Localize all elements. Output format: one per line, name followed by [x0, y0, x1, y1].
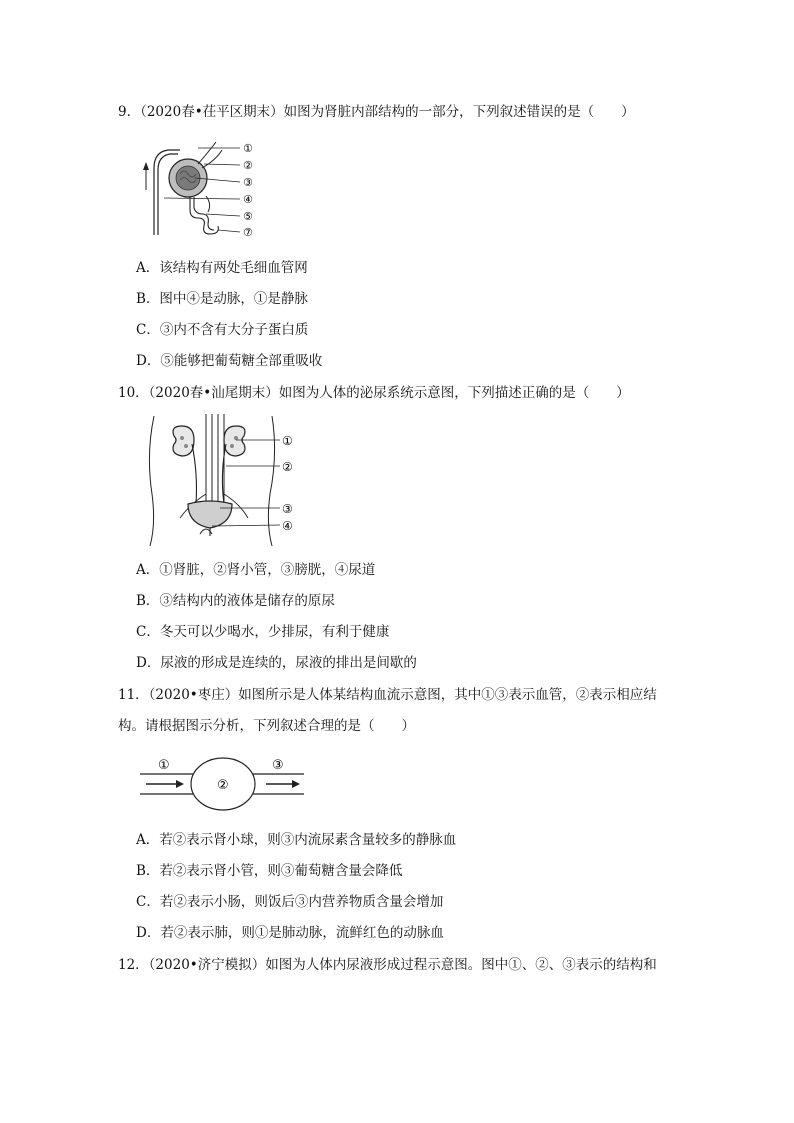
- urinary-label-2: ②: [282, 460, 293, 474]
- nephron-label-4: ④: [243, 193, 253, 206]
- nephron-label-5: ⑤: [243, 210, 253, 223]
- nephron-label-3: ③: [243, 176, 253, 189]
- nephron-label-7: ⑦: [243, 226, 253, 239]
- question-10-option-a[interactable]: A．①肾脏，②肾小管，③膀胱，④尿道: [136, 562, 376, 578]
- urinary-label-4: ④: [282, 519, 293, 533]
- question-10-stem: 10．（2020春•汕尾期末）如图为人体的泌尿系统示意图，下列描述正确的是（ ）: [118, 385, 630, 401]
- question-10-option-c[interactable]: C．冬天可以少喝水，少排尿，有利于健康: [136, 624, 390, 640]
- nephron-figure: [140, 140, 270, 240]
- question-11-option-c[interactable]: C．若②表示小肠，则饭后③内营养物质含量会增加: [136, 894, 444, 910]
- question-9-stem: 9．（2020春•茌平区期末）如图为肾脏内部结构的一部分，下列叙述错误的是（ ）: [118, 104, 635, 120]
- nephron-label-2: ②: [243, 159, 253, 172]
- question-11-option-b[interactable]: B．若②表示肾小管，则③葡萄糖含量会降低: [136, 863, 403, 879]
- flow-label-3: ③: [272, 758, 284, 773]
- question-12-stem: 12．（2020•济宁模拟）如图为人体内尿液形成过程示意图。图中①、②、③表示的结构和: [118, 957, 657, 973]
- urinary-label-3: ③: [282, 502, 293, 516]
- urinary-system-figure: [140, 414, 300, 548]
- question-10-option-b[interactable]: B．③结构内的液体是储存的原尿: [136, 593, 335, 609]
- question-11-option-d[interactable]: D．若②表示肺，则①是肺动脉，流鲜红色的动脉血: [136, 925, 444, 941]
- question-9-option-d[interactable]: D．⑤能够把葡萄糖全部重吸收: [136, 353, 323, 369]
- flow-label-2: ②: [217, 778, 229, 793]
- question-10-option-d[interactable]: D．尿液的形成是连续的，尿液的排出是间歇的: [136, 655, 417, 671]
- question-11-stem-line1: 11．（2020•枣庄）如图所示是人体某结构血流示意图，其中①③表示血管，②表示相应结: [118, 687, 657, 703]
- urinary-label-1: ①: [282, 434, 293, 448]
- question-9-option-a[interactable]: A．该结构有两处毛细血管网: [136, 260, 308, 276]
- question-9-option-b[interactable]: B．图中④是动脉，①是静脉: [136, 291, 308, 307]
- nephron-label-1: ①: [243, 142, 253, 155]
- flow-label-1: ①: [158, 758, 170, 773]
- question-11-option-a[interactable]: A．若②表示肾小球，则③内流尿素含量较多的静脉血: [136, 832, 457, 848]
- question-11-stem-line2: 构。请根据图示分析，下列叙述合理的是（ ）: [118, 718, 415, 734]
- blood-flow-figure: [138, 752, 308, 812]
- question-9-option-c[interactable]: C．③内不含有大分子蛋白质: [136, 322, 309, 338]
